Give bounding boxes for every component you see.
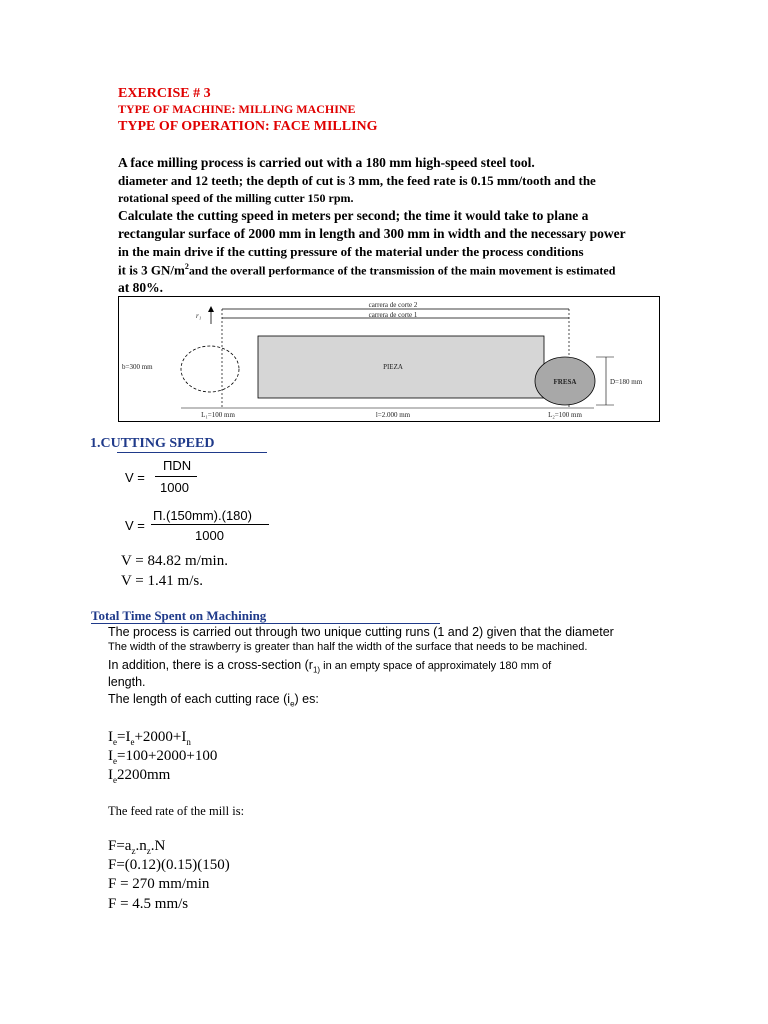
machining-p3 <box>108 658 551 675</box>
eq3-b: 2200mm <box>117 767 171 783</box>
formula-2-bar <box>151 524 269 525</box>
machining-p2: The width of the strawberry is greater than half the width of the surface that needs to be machined. <box>108 641 588 653</box>
eq2-b: =100+2000+100 <box>117 748 218 764</box>
eq1-csub: n <box>186 737 191 747</box>
problem-line-1: A face milling process is carried out with a 180 mm high-speed steel tool. <box>118 155 535 170</box>
machining-p3-sub: 1) <box>312 665 321 675</box>
machining-p5 <box>108 692 319 709</box>
problem-line-7-sup: 2 <box>184 262 189 271</box>
feq1-bsub: z <box>146 846 151 856</box>
milling-diagram <box>118 296 660 422</box>
length-eq-1 <box>108 729 191 747</box>
machining-p5-sub: e <box>290 699 295 709</box>
formula-1-numerator: ΠDN <box>163 458 192 473</box>
cutting-speed-heading: 1.CUTTING SPEED <box>90 436 215 451</box>
problem-line-7-b: and the overall performance of the transmission of the main movement is estimated <box>188 263 616 278</box>
carrera-2-label: carrera de corte 2 <box>368 301 418 309</box>
machining-heading: Total Time Spent on Machining <box>91 608 267 623</box>
problem-line-7 <box>118 262 615 278</box>
formula-1-denominator: 1000 <box>160 480 189 495</box>
pieza-label: PIEZA <box>383 363 403 371</box>
problem-line-6: in the main drive if the cutting pressure of the material under the process conditions <box>118 244 584 259</box>
feq1-b: .n <box>135 838 147 854</box>
feed-intro: The feed rate of the mill is: <box>108 804 245 818</box>
eq2-a: I <box>108 748 113 764</box>
length-eq-2 <box>108 748 217 766</box>
speed-result-1: V = 84.82 m/min. <box>121 553 228 569</box>
exercise-title: EXERCISE # 3 <box>118 86 211 101</box>
l1-label: L₁=100 mm <box>201 411 235 419</box>
machining-p3-b: in an empty space of approximately 180 mm of <box>320 660 552 672</box>
problem-line-7-a: it is 3 GN/m <box>118 262 185 278</box>
eq3-asub: e <box>113 775 117 785</box>
fresa-label: FRESA <box>553 378 577 386</box>
feed-eq-2: F=(0.12)(0.15)(150) <box>108 857 230 873</box>
formula-2 <box>125 510 285 550</box>
eq1-asub: e <box>113 737 117 747</box>
l-label: l=2.000 mm <box>375 411 411 419</box>
formula-1-bar <box>155 476 197 477</box>
cutting-speed-underline <box>117 452 267 453</box>
feq1-a: F=a <box>108 838 132 854</box>
machining-p5-b: ) es: <box>294 692 319 706</box>
machining-p3-a: In addition, there is a cross-section (r <box>108 658 313 672</box>
problem-line-4: Calculate the cutting speed in meters per second; the time it would take to plane a <box>118 208 589 223</box>
eq1-b: =I <box>117 729 131 745</box>
formula-1-v: V = <box>125 470 145 485</box>
eq3-a: I <box>108 767 113 783</box>
operation-type: TYPE OF OPERATION: FACE MILLING <box>118 119 378 134</box>
machining-p1: The process is carried out through two unique cutting runs (1 and 2) given that the diameter <box>108 625 614 639</box>
formula-2-v: V = <box>125 518 145 533</box>
formula-1 <box>125 458 215 502</box>
feq1-c: .N <box>150 838 166 854</box>
formula-2-denominator: 1000 <box>195 528 224 543</box>
carrera-1-label: carrera de corte 1 <box>368 311 418 319</box>
feq1-asub: z <box>131 846 136 856</box>
feed-eq-3: F = 270 mm/min <box>108 876 210 892</box>
formula-2-numerator: Π.(150mm).(180) <box>153 508 252 523</box>
r1-label: r₁ <box>196 312 202 320</box>
length-eq-3 <box>108 767 170 785</box>
feed-eq-1 <box>108 838 165 856</box>
l2-label: L₂=100 mm <box>548 411 582 419</box>
feed-eq-4: F = 4.5 mm/s <box>108 896 189 912</box>
machining-p4: length. <box>108 675 146 689</box>
problem-line-2: diameter and 12 teeth; the depth of cut is 3 mm, the feed rate is 0.15 mm/tooth and the <box>118 173 596 188</box>
d-label: D=180 mm <box>610 378 643 386</box>
problem-line-8: at 80%. <box>118 280 163 295</box>
machining-p5-a: The length of each cutting race (i <box>108 692 291 706</box>
eq1-a: I <box>108 729 113 745</box>
machine-type: TYPE OF MACHINE: MILLING MACHINE <box>118 102 356 116</box>
speed-result-2: V = 1.41 m/s. <box>121 573 203 589</box>
machining-underline <box>91 623 440 624</box>
b-label: b=300 mm <box>122 363 153 371</box>
eq1-bsub: e <box>130 737 135 747</box>
problem-line-5: rectangular surface of 2000 mm in length and 300 mm in width and the necessary power <box>118 226 626 241</box>
eq1-c: +2000+I <box>134 729 187 745</box>
problem-line-3: rotational speed of the milling cutter 150 rpm. <box>118 191 354 205</box>
eq2-asub: e <box>113 756 117 766</box>
